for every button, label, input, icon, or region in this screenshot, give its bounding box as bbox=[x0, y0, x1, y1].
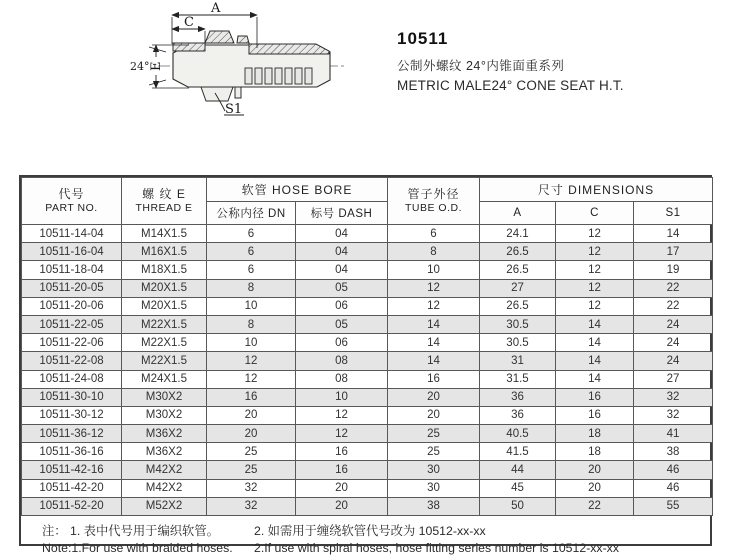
table-cell: 25 bbox=[207, 443, 296, 461]
table-cell: 22 bbox=[556, 497, 634, 515]
table-cell: 25 bbox=[207, 461, 296, 479]
table-cell: 32 bbox=[634, 388, 713, 406]
product-code: 10511 bbox=[397, 29, 449, 48]
table-cell: 10511-14-04 bbox=[22, 225, 122, 243]
table-row bbox=[22, 352, 713, 370]
table-cell: M36X2 bbox=[122, 443, 207, 461]
col-header-part-no bbox=[22, 178, 122, 225]
table-cell: 10511-22-06 bbox=[22, 334, 122, 352]
hose-tail-ribs bbox=[245, 68, 312, 84]
table-cell: 17 bbox=[634, 243, 713, 261]
table-cell: 12 bbox=[556, 261, 634, 279]
table-cell: 8 bbox=[207, 315, 296, 333]
table-cell: 40.5 bbox=[480, 425, 556, 443]
table-cell: 06 bbox=[296, 297, 388, 315]
note-zh-2: 2. 如需用于缠绕软管代号改为 10512-xx-xx bbox=[254, 524, 486, 538]
table-cell: 30.5 bbox=[480, 315, 556, 333]
table-cell: M30X2 bbox=[122, 388, 207, 406]
table-cell: 10511-42-16 bbox=[22, 461, 122, 479]
table-cell: 25 bbox=[388, 443, 480, 461]
spec-table bbox=[21, 177, 713, 516]
table-cell: 04 bbox=[296, 225, 388, 243]
table-body bbox=[22, 225, 713, 516]
table-cell: M20X1.5 bbox=[122, 297, 207, 315]
table-cell: 12 bbox=[296, 425, 388, 443]
table-cell: 8 bbox=[388, 243, 480, 261]
table-cell: 10511-22-05 bbox=[22, 315, 122, 333]
note-en-2: 2.If use with spiral hoses, hose fitting series number is 10512-xx-xx bbox=[254, 541, 619, 556]
table-cell: 24 bbox=[634, 334, 713, 352]
table-cell: 10511-52-20 bbox=[22, 497, 122, 515]
table-cell: 14 bbox=[556, 334, 634, 352]
table-row bbox=[22, 315, 713, 333]
col-header-part-no-en: PART NO. bbox=[45, 201, 98, 214]
table-cell: 45 bbox=[480, 479, 556, 497]
table-cell: 16 bbox=[207, 388, 296, 406]
table-cell: 16 bbox=[556, 406, 634, 424]
title-block bbox=[397, 29, 624, 93]
table-cell: 20 bbox=[388, 406, 480, 424]
table-cell: 6 bbox=[207, 261, 296, 279]
cone-angle-label: 24° bbox=[130, 60, 150, 73]
table-cell: 24 bbox=[634, 315, 713, 333]
table-cell: 36 bbox=[480, 406, 556, 424]
table-cell: 04 bbox=[296, 261, 388, 279]
table-row bbox=[22, 443, 713, 461]
table-cell: 14 bbox=[388, 352, 480, 370]
table-cell: 38 bbox=[388, 497, 480, 515]
table-cell: 12 bbox=[207, 370, 296, 388]
table-row bbox=[22, 461, 713, 479]
note-line-en bbox=[42, 540, 710, 557]
table-cell: 6 bbox=[207, 225, 296, 243]
table-cell: 16 bbox=[556, 388, 634, 406]
col-header-dash: 标号 DASH bbox=[296, 202, 388, 225]
table-cell: 05 bbox=[296, 315, 388, 333]
table-cell: 20 bbox=[207, 406, 296, 424]
col-header-thread bbox=[122, 178, 207, 225]
hex-nut-section bbox=[205, 31, 234, 43]
table-cell: 41.5 bbox=[480, 443, 556, 461]
cone-angle-line-bottom bbox=[149, 80, 166, 85]
thread-section bbox=[173, 43, 205, 51]
col-header-tube-od bbox=[388, 178, 480, 225]
col-header-dim-s1: S1 bbox=[634, 202, 713, 225]
dim-a-label: A bbox=[211, 1, 221, 16]
collar-section bbox=[237, 36, 249, 43]
table-cell: 12 bbox=[207, 352, 296, 370]
notes-block bbox=[21, 516, 710, 557]
table-row bbox=[22, 425, 713, 443]
table-cell: 14 bbox=[388, 315, 480, 333]
table-cell: 19 bbox=[634, 261, 713, 279]
table-cell: 12 bbox=[556, 297, 634, 315]
table-cell: M30X2 bbox=[122, 406, 207, 424]
col-group-dimensions: 尺寸 DIMENSIONS bbox=[480, 178, 713, 202]
table-cell: 10511-20-05 bbox=[22, 279, 122, 297]
col-header-dim-a: A bbox=[480, 202, 556, 225]
table-cell: 10511-36-16 bbox=[22, 443, 122, 461]
table-cell: 20 bbox=[207, 425, 296, 443]
table-cell: 10511-16-04 bbox=[22, 243, 122, 261]
table-cell: M22X1.5 bbox=[122, 315, 207, 333]
col-header-tube-od-en: TUBE O.D. bbox=[404, 201, 462, 214]
col-header-tube-od-zh: 管子外径 bbox=[407, 186, 460, 201]
note-zh-1: 注： 1. 表中代号用于编织软管。 bbox=[42, 524, 219, 538]
col-header-part-no-zh: 代号 bbox=[58, 186, 85, 201]
table-cell: M16X1.5 bbox=[122, 243, 207, 261]
table-cell: 27 bbox=[480, 279, 556, 297]
table-cell: 20 bbox=[388, 388, 480, 406]
table-cell: 46 bbox=[634, 479, 713, 497]
table-row bbox=[22, 370, 713, 388]
table-cell: 20 bbox=[296, 479, 388, 497]
note-line-zh bbox=[42, 523, 710, 540]
table-cell: 10511-24-08 bbox=[22, 370, 122, 388]
spec-table-frame bbox=[19, 175, 712, 556]
table-cell: 27 bbox=[634, 370, 713, 388]
table-cell: 10511-30-10 bbox=[22, 388, 122, 406]
table-cell: 41 bbox=[634, 425, 713, 443]
table-cell: 6 bbox=[388, 225, 480, 243]
table-cell: 18 bbox=[556, 425, 634, 443]
table-cell: 10511-30-12 bbox=[22, 406, 122, 424]
table-cell: M24X1.5 bbox=[122, 370, 207, 388]
table-cell: 10511-20-06 bbox=[22, 297, 122, 315]
table-cell: 10 bbox=[207, 297, 296, 315]
col-header-dn: 公称内径 DN bbox=[207, 202, 296, 225]
table-cell: 12 bbox=[296, 406, 388, 424]
table-cell: 20 bbox=[556, 461, 634, 479]
table-cell: 8 bbox=[207, 279, 296, 297]
table-cell: 16 bbox=[296, 461, 388, 479]
table-cell: 08 bbox=[296, 352, 388, 370]
table-cell: 18 bbox=[556, 443, 634, 461]
table-row bbox=[22, 479, 713, 497]
table-cell: M22X1.5 bbox=[122, 352, 207, 370]
table-cell: 32 bbox=[634, 406, 713, 424]
table-row bbox=[22, 261, 713, 279]
table-cell: 44 bbox=[480, 461, 556, 479]
table-cell: M52X2 bbox=[122, 497, 207, 515]
table-row bbox=[22, 225, 713, 243]
table-cell: 25 bbox=[388, 425, 480, 443]
col-header-thread-en: THREAD E bbox=[135, 201, 193, 214]
table-cell: 36 bbox=[480, 388, 556, 406]
table-cell: 26.5 bbox=[480, 261, 556, 279]
table-cell: 10 bbox=[207, 334, 296, 352]
note-en-1: Note:1.For use with braided hoses. bbox=[42, 541, 233, 556]
ferrule-section bbox=[249, 44, 329, 54]
table-cell: 38 bbox=[634, 443, 713, 461]
table-cell: 22 bbox=[634, 279, 713, 297]
table-cell: 30 bbox=[388, 479, 480, 497]
table-cell: 16 bbox=[388, 370, 480, 388]
table-cell: M36X2 bbox=[122, 425, 207, 443]
table-cell: 26.5 bbox=[480, 297, 556, 315]
table-cell: 10 bbox=[388, 261, 480, 279]
table-cell: 10511-42-20 bbox=[22, 479, 122, 497]
dim-c-label: C bbox=[184, 15, 194, 30]
table-row bbox=[22, 497, 713, 515]
table-cell: 14 bbox=[388, 334, 480, 352]
table-cell: 12 bbox=[556, 279, 634, 297]
table-cell: 46 bbox=[634, 461, 713, 479]
table-cell: 14 bbox=[634, 225, 713, 243]
table-cell: 12 bbox=[556, 243, 634, 261]
table-cell: 14 bbox=[556, 370, 634, 388]
table-cell: 14 bbox=[556, 315, 634, 333]
col-header-dim-c: C bbox=[556, 202, 634, 225]
table-row bbox=[22, 297, 713, 315]
table-cell: 20 bbox=[296, 497, 388, 515]
table-cell: 6 bbox=[207, 243, 296, 261]
table-cell: 08 bbox=[296, 370, 388, 388]
table-cell: 30 bbox=[388, 461, 480, 479]
table-cell: 24.1 bbox=[480, 225, 556, 243]
table-cell: 04 bbox=[296, 243, 388, 261]
col-header-thread-zh: 螺 纹 E bbox=[142, 186, 186, 201]
table-cell: M42X2 bbox=[122, 479, 207, 497]
table-cell: 14 bbox=[556, 352, 634, 370]
table-cell: 10511-22-08 bbox=[22, 352, 122, 370]
table-cell: 55 bbox=[634, 497, 713, 515]
table-cell: 10 bbox=[296, 388, 388, 406]
table-row bbox=[22, 388, 713, 406]
table-cell: M42X2 bbox=[122, 461, 207, 479]
table-row bbox=[22, 406, 713, 424]
table-cell: 22 bbox=[634, 297, 713, 315]
table-cell: 05 bbox=[296, 279, 388, 297]
table-row bbox=[22, 279, 713, 297]
fitting-technical-drawing bbox=[112, 0, 368, 148]
table-cell: 26.5 bbox=[480, 243, 556, 261]
hex-nut-flat bbox=[201, 87, 233, 101]
dim-e-label: E bbox=[149, 61, 164, 71]
table-cell: 32 bbox=[207, 497, 296, 515]
table-cell: 20 bbox=[556, 479, 634, 497]
table-cell: M18X1.5 bbox=[122, 261, 207, 279]
table-cell: 30.5 bbox=[480, 334, 556, 352]
table-cell: 31.5 bbox=[480, 370, 556, 388]
product-title-en: METRIC MALE24° CONE SEAT H.T. bbox=[397, 78, 624, 93]
table-cell: 50 bbox=[480, 497, 556, 515]
table-cell: 16 bbox=[296, 443, 388, 461]
col-group-hose-bore: 软管 HOSE BORE bbox=[207, 178, 388, 202]
barb-rib-first bbox=[235, 87, 241, 98]
table-cell: M20X1.5 bbox=[122, 279, 207, 297]
product-title-zh: 公制外螺纹 24°内锥面重系列 bbox=[397, 59, 565, 73]
table-row bbox=[22, 243, 713, 261]
table-cell: 12 bbox=[388, 279, 480, 297]
table-row bbox=[22, 334, 713, 352]
table-cell: 24 bbox=[634, 352, 713, 370]
table-cell: 10511-18-04 bbox=[22, 261, 122, 279]
table-cell: M22X1.5 bbox=[122, 334, 207, 352]
table-cell: 12 bbox=[388, 297, 480, 315]
cone-angle-line-top bbox=[149, 47, 166, 52]
table-cell: 31 bbox=[480, 352, 556, 370]
table-cell: 32 bbox=[207, 479, 296, 497]
table-cell: 12 bbox=[556, 225, 634, 243]
s1-label: S1 bbox=[225, 102, 243, 117]
table-cell: M14X1.5 bbox=[122, 225, 207, 243]
table-cell: 06 bbox=[296, 334, 388, 352]
table-cell: 10511-36-12 bbox=[22, 425, 122, 443]
